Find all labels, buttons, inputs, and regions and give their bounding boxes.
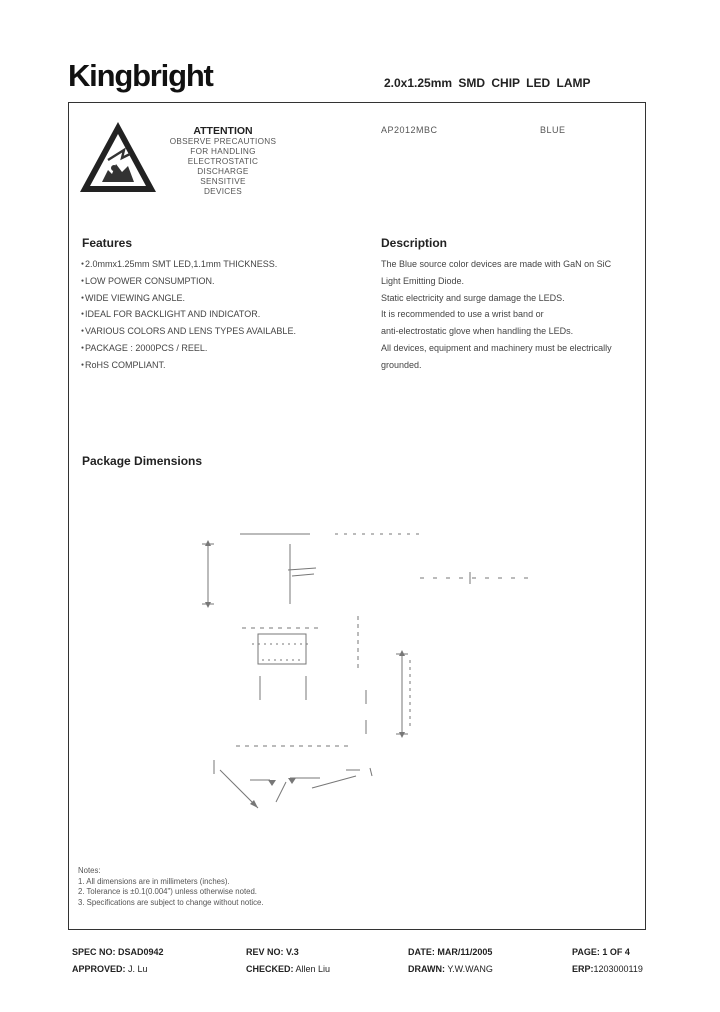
feature-item: ● RoHS COMPLIANT. <box>81 357 296 374</box>
checked-by <box>246 964 330 974</box>
description-line: All devices, equipment and machinery must be electrically <box>381 342 612 353</box>
attention-line: DISCHARGE <box>197 167 249 176</box>
erp-number <box>572 964 643 974</box>
package-dimension-drawing <box>180 520 560 820</box>
approved-value: J. Lu <box>128 964 148 974</box>
spec-label: SPEC NO: <box>72 947 116 957</box>
emitting-color: BLUE <box>540 125 566 135</box>
features-heading: Features <box>82 236 133 250</box>
approved-label: APPROVED: <box>72 964 126 974</box>
notes-block <box>78 866 264 908</box>
attention-line: DEVICES <box>203 187 243 196</box>
description-line: Light Emitting Diode. <box>381 275 465 286</box>
drawn-value: Y.W.WANG <box>447 964 493 974</box>
description-line: Static electricity and surge damage the LEDS. <box>381 292 565 303</box>
feature-item: ● 2.0mmx1.25mm SMT LED,1.1mm THICKNESS. <box>81 256 296 273</box>
spec-value: DSAD0942 <box>118 947 164 957</box>
attention-line: ELECTROSTATIC <box>187 157 259 166</box>
page-number <box>572 947 630 957</box>
page-label: PAGE: <box>572 947 600 957</box>
erp-label: ERP: <box>572 964 594 974</box>
document-date <box>408 947 492 957</box>
page-value: 1 OF 4 <box>602 947 630 957</box>
attention-text <box>150 137 296 197</box>
description-heading: Description <box>381 236 448 250</box>
features-list <box>81 256 296 374</box>
feature-item: ● WIDE VIEWING ANGLE. <box>81 290 296 307</box>
brand-logo: Kingbright <box>68 58 213 93</box>
attention-line: SENSITIVE <box>200 177 246 186</box>
drawn-label: DRAWN: <box>408 964 445 974</box>
note-line: 3. Specifications are subject to change without notice. <box>78 897 264 907</box>
attention-line: FOR HANDLING <box>190 147 256 156</box>
feature-item: ● IDEAL FOR BACKLIGHT AND INDICATOR. <box>81 306 296 323</box>
rev-label: REV NO: <box>246 947 284 957</box>
feature-item: ● LOW POWER CONSUMPTION. <box>81 273 296 290</box>
drawn-by <box>408 964 493 974</box>
spec-number <box>72 947 164 957</box>
description-line: anti-electrostatic glove when handling the LEDs. <box>381 326 574 337</box>
feature-item: ● VARIOUS COLORS AND LENS TYPES AVAILABLE. <box>81 323 296 340</box>
rev-value: V.3 <box>286 947 299 957</box>
notes-heading: Notes: <box>78 866 101 875</box>
checked-label: CHECKED: <box>246 964 294 974</box>
note-line: 1. All dimensions are in millimeters (inches). <box>78 876 230 886</box>
part-number: AP2012MBC <box>381 125 438 135</box>
esd-warning-icon <box>78 120 158 194</box>
note-line: 2. Tolerance is ±0.1(0.004") unless otherwise noted. <box>78 887 257 896</box>
feature-item: ● PACKAGE : 2000PCS / REEL. <box>81 340 296 357</box>
date-value: MAR/11/2005 <box>437 947 493 957</box>
description-line: The Blue source color devices are made with GaN on SiC <box>381 259 612 269</box>
description-line: It is recommended to use a wrist band or <box>381 309 544 320</box>
attention-line: OBSERVE PRECAUTIONS <box>169 137 277 146</box>
approved-by <box>72 964 148 974</box>
erp-value: 1203000119 <box>593 964 643 974</box>
package-dimensions-heading: Package Dimensions <box>82 454 203 468</box>
description-line: grounded. <box>381 359 422 370</box>
attention-heading: ATTENTION <box>193 125 253 137</box>
document-title: 2.0x1.25mm SMD CHIP LED LAMP <box>384 76 591 90</box>
date-label: DATE: <box>408 947 435 957</box>
description-text <box>381 256 612 374</box>
revision-number <box>246 947 299 957</box>
checked-value: Allen Liu <box>295 964 331 974</box>
